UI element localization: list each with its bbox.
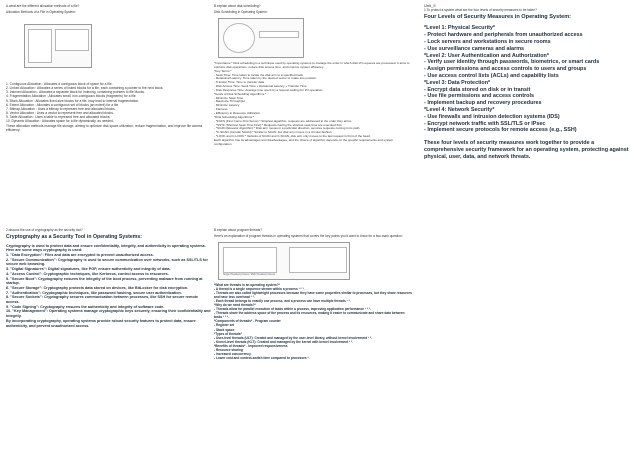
- multi-thread-box: [289, 247, 347, 273]
- question-heading: B.explain about disk scheduling?: [214, 4, 261, 8]
- disk-diagram: [218, 18, 304, 58]
- diagram-disk: [28, 29, 52, 63]
- section-title: Four Levels of Security Measures in Operating System:: [424, 14, 572, 21]
- disk-scheduling-section: [214, 4, 414, 222]
- threads-section: [214, 228, 414, 450]
- question-heading: 2.discuss the use of cryptography as the security tool?: [6, 228, 83, 232]
- allocation-methods-text: 1. Contiguous Allocation : Allocates a contiguous block of space for a file. 2. Linked Allocation : Allocates a series of linked blocks for a file, each containing a pointer to the next block. 3. Indexed Allocation : Allocates a separate block for indexing, containing pointers to file blocks. 4. Fragmentation Allocation : Allocates small, non-contiguous blocks (fragments) for a file. 5. Block Allocation : Allocates fixed-size blocks for a file, may lead to internal fragmentation. 6. Extent Allocation : Allocates a contiguous set of blocks (an extent) for a file. 7. Bitmap Allocation : Uses a bitmap to represent free and allocated blocks. 8. Vector Allocation : Uses a vector to represent free and allocated blocks. 9. Table Allocation : Uses a table to represent free and allocated blocks. 10. Dynamic Allocation : Allocates space for a file dynamically, as needed. These allocation methods manage file storage, aiming to optimize disk space utilization, reduce fragmentation, and improve file access efficiency.: [6, 82, 203, 132]
- security-levels-text: *Level 1: Physical Security* - Protect hardware and peripherals from unauthorized access - Lock servers and workstations in secure rooms - Use surveillance cameras and alarms *Level 2: User Authentication and Authorization* - Verify user identity through passwords, biometrics, or smart cards - Assign permissions and access controls to users and groups - Use access control lists (ACLs) and capability lists *Level 3: Data Protection* - Encrypt data stored on disk or in transit - Use file permissions and access controls - Implement backup and recovery procedures *Level 4: Network Security* - Use firewalls and intrusion detection systems (IDS) - Encrypt network traffic with SSL/TLS or IPsec - Implement secure protocols for remote access (e.g., SSH): [424, 25, 600, 134]
- security-levels-section: [424, 4, 634, 214]
- allocation-section: [6, 4, 206, 220]
- threads-text: *What are threads in an operating system?* - A thread is a single sequence stream within a process ¹ ² ³. - Threads are also called lightweight processes because they have some properties similar to processes, but they share resources and have less overhead ¹ ². - Each thread belongs to exactly one process, and a process can have multiple threads ¹ ². *Why do we need threads?* - Threads allow for parallel execution of tasks within a process, improving application performance ¹ ² ³. - Threads share the address space of the process and its resources, making it easier to communicate and share data between tasks ¹ ² ³. *Components of threads* - Program counter - Register set - Stack space *Types of threads* - User-level threads (ULT): Created and managed by the user-level library, without kernel involvement ¹ ². - Kernel-level threads (KLT): Created and managed by the kernel with kernel involvement ¹ ². *Benefits of threads* - Improved responsiveness - Resource sharing - Increased concurrency - Lower cost and context-switch time compared to processes ³.: [214, 283, 412, 360]
- question-heading: 1.To protect a system what are the four levels of security measures to be taken?: [424, 8, 537, 13]
- diagram-platter: [223, 23, 255, 53]
- diagram-arm: [259, 31, 299, 38]
- allocation-diagram: [24, 24, 92, 68]
- section-subheading: Allocation Methods of a File in Operating System:: [6, 10, 76, 15]
- single-thread-box: [223, 247, 277, 273]
- threads-diagram: [218, 242, 350, 280]
- cryptography-section: [6, 228, 211, 450]
- section-title: Cryptography as a Security Tool in Operating Systems:: [6, 234, 142, 241]
- section-subheading: Disk Scheduling in Operating System:: [214, 10, 268, 15]
- section-intro: Here's an explanation of program threads in operating systems that covers the key points you'd want to know for a two-mark question:: [214, 234, 403, 239]
- security-summary: These four levels of security measures work together to provide a comprehensive security framework for an operating system, protecting against physical, user, data, and network threats.: [424, 140, 629, 160]
- unit-label: Unit_5: [424, 4, 436, 8]
- question-heading: B.explain about program threads?: [214, 228, 263, 232]
- diagram-table: [55, 29, 89, 51]
- disk-scheduling-text: *Importance:* Disk scheduling is a technique used by operating systems to manage the order in which disk I/O requests are processed. It aims to optimize disk operations, reduce disk access time, and improve system efficiency. *Key Terms:* - Seek Time: Time taken to locate the disk arm to a specified track. - Rotational Latency: Time taken by the desired sector to rotate into position. - Transfer Time: Time to transfer data. - Disk Access Time: Seek Time + Rotational Latency + Transfer Time. - Disk Response Time: Average time spent by a request waiting for I/O operation. *Goals of Disk Scheduling Algorithms:* - Minimize Seek Time - Maximize Throughput - Minimize Latency - Fairness - Efficiency in Resource Utilization *Disk Scheduling Algorithms:* - *FCFS (First Come First Serve):* Simplest algorithm, requests are addressed in the order they arrive. - *SSTF (Shortest Seek Time First):* Requests having the shortest seek time are executed first. - *SCAN (Elevator Algorithm):* Disk arm moves in a particular direction, services requests coming in its path. - *C-SCAN (Circular SCAN):* Similar to SCAN, but disk arm moves in a circular fashion. - *LOOK and C-LOOK:* Variants of SCAN and C-SCAN, disk arm only moves to the last request in front of the head. Each algorithm has its advantages and disadvantages, and the choice of algorithm depends on the specific requirements and system configuration.: [214, 61, 410, 146]
- diagram-caption: Single threaded process / Multi threaded process: [223, 273, 275, 276]
- question-heading: A.what are the different allocation methods of a file?: [6, 4, 80, 8]
- cryptography-text: Cryptography is used to protect data and ensure confidentiality, integrity, and authenticity in operating systems. Here are some ways cryptography is used: 1. "Data Encryption": Files and data are encrypted to prevent unauthorized access. 2. "Secure Communication": Cryptography is used to secure communication over networks, such as SSL/TLS for secure web browsing. 3. "Digital Signatures": Digital signatures, like PGP, ensure authenticity and integrity of data. 4. "Access Control": Cryptographic techniques, like Kerberos, control access to resources. 5. "Secure Boot": Cryptography ensures the integrity of the boot process, preventing malware from running at startup. 6. "Secure Storage": Cryptography protects data stored on devices, like BitLocker for disk encryption. 7. "Authentication": Cryptographic techniques, like password hashing, secure user authentication. 8. "Secure Sockets": Cryptography secures communication between processes, like SSH for secure remote access. 9. "Code Signing": Cryptography ensures the authenticity and integrity of software code. 10. "Key Management": Operating systems manage cryptographic keys securely, ensuring their confidentiality and integrity. By incorporating cryptography, operating systems provide robust security features to protect data, ensure authenticity, and prevent unauthorized access.: [6, 243, 211, 328]
